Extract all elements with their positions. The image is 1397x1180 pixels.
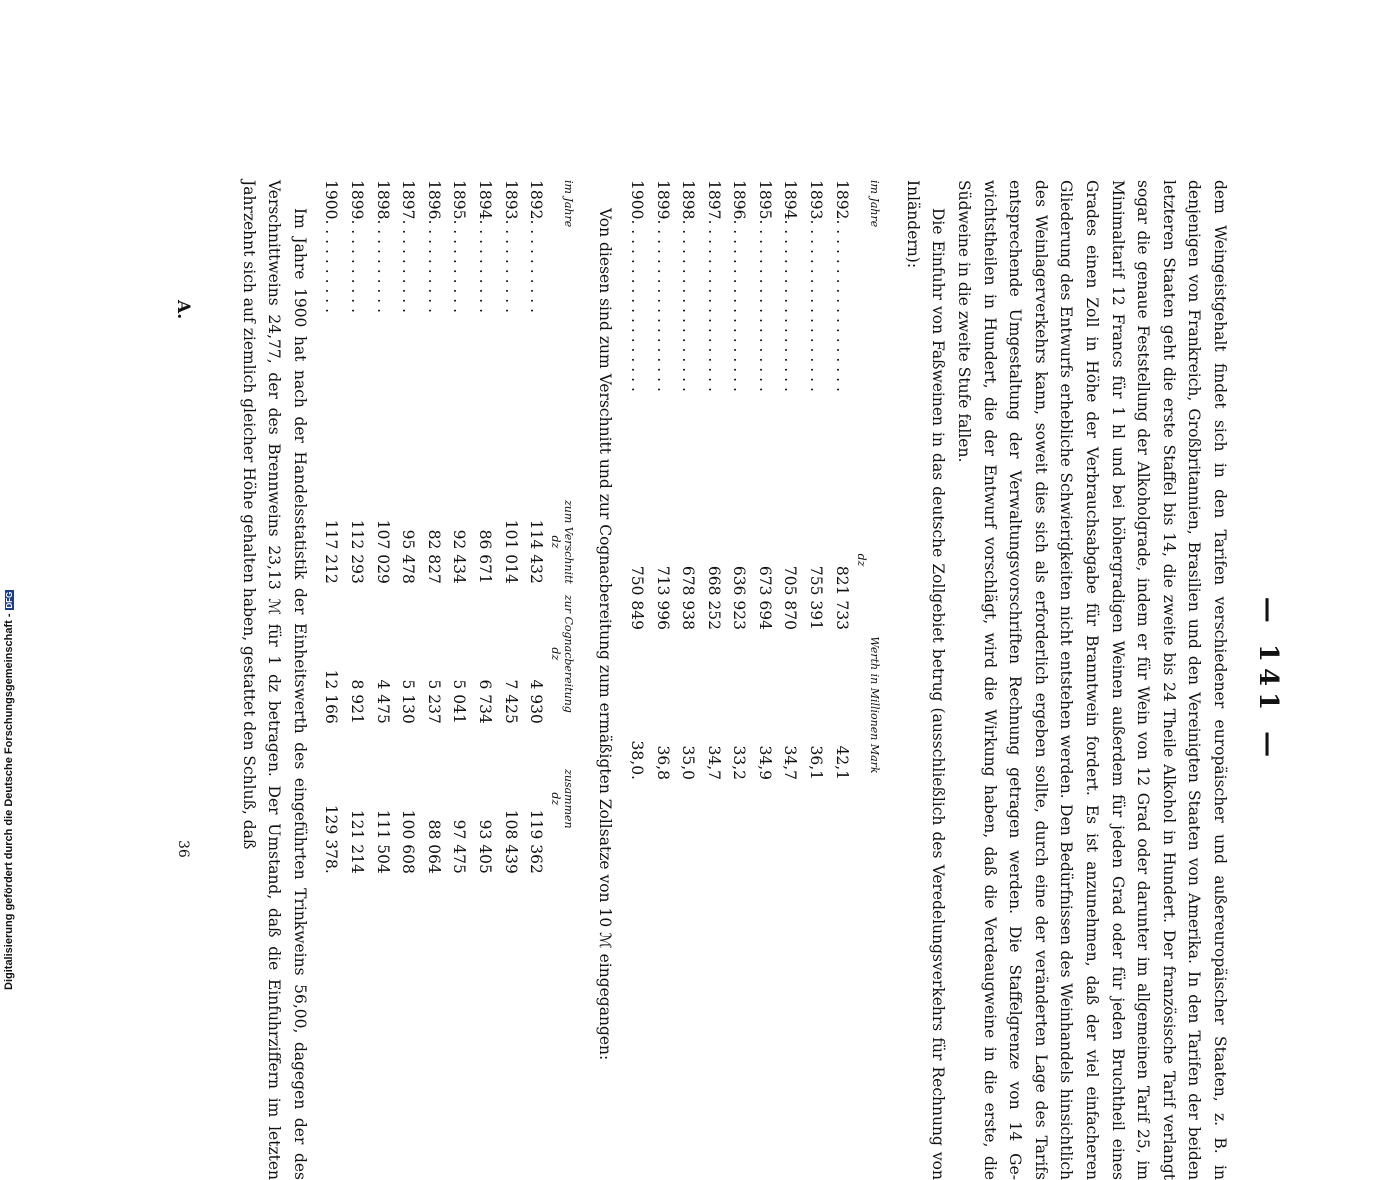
- paragraph-2: Die Einfuhr von Faßweinen in das deutsche Zollgebiet betrug (ausschließlich des Veredelungsverkehrs für Rechnung von Inländern):: [903, 180, 948, 1180]
- verschnitt-cell: 114 432: [527, 519, 546, 584]
- table-row: [828, 180, 854, 780]
- table2-header-verschnitt: zum Verschnitt: [562, 500, 576, 584]
- table-row: [369, 180, 395, 874]
- year-cell: 1896. . . . . . . . . .: [424, 180, 443, 314]
- reduced-duty-table: [318, 180, 588, 874]
- dz-cell: 668 252: [704, 565, 723, 630]
- verschnitt-cell: 86 671: [475, 529, 494, 584]
- value-cell: 33,2: [730, 745, 749, 780]
- funding-notice: [3, 590, 15, 990]
- year-cell: 1898. . . . . . . . . . . . . . . . . .: [679, 180, 698, 392]
- cognac-cell: 4 475: [373, 679, 392, 724]
- value-cell: 36,8: [653, 745, 672, 780]
- year-cell: 1899. . . . . . . . . .: [348, 180, 366, 314]
- table1-header-dz: [868, 490, 894, 630]
- table2-unit-dz: dz: [549, 647, 563, 661]
- value-cell: 35,0: [679, 745, 698, 780]
- year-cell: 1894. . . . . . . . . .: [475, 180, 494, 314]
- cognac-cell: 6 734: [475, 679, 494, 724]
- zusammen-cell: 88 064: [424, 819, 443, 874]
- table-row: [623, 180, 649, 780]
- paragraph-3: Von diesen sind zum Verschnitt und zur Cognacbereitung zum ermäßigten Zollsatze von 10 ℳ eingegangen:: [596, 208, 615, 1061]
- signature-mark: A.: [173, 300, 193, 320]
- table2-header-cognac: zur Cognacbereitung: [562, 594, 576, 713]
- table-row: [343, 180, 369, 874]
- table-row: [318, 180, 344, 874]
- value-cell: 42,1: [832, 745, 851, 780]
- table-row: [446, 180, 472, 874]
- table-row: [675, 180, 701, 780]
- dz-cell: 636 923: [730, 565, 749, 630]
- cognac-cell: 4 930: [527, 679, 546, 724]
- zusammen-cell: 111 504: [373, 809, 392, 874]
- year-cell: 1894. . . . . . . . . . . . . . . . . .: [781, 180, 800, 392]
- value-cell: 34,7: [781, 745, 800, 780]
- table1-header-year: im Jahre: [867, 180, 881, 228]
- table-row: [803, 180, 829, 780]
- year-cell: 1900. . . . . . . . . . . . . . . . . .: [627, 180, 646, 392]
- cognac-cell: 5 130: [399, 679, 418, 724]
- dz-cell: 821 733: [832, 565, 851, 630]
- year-cell: 1897. . . . . . . . . . . . . . . . . .: [704, 180, 723, 392]
- table1-header-value: Werth in Millionen Mark: [867, 636, 881, 774]
- dz-cell: 673 694: [755, 565, 774, 630]
- table-row: [726, 180, 752, 780]
- cognac-cell: 8 921: [348, 679, 366, 724]
- verschnitt-cell: 112 293: [348, 519, 366, 584]
- cognac-cell: 5 041: [450, 679, 469, 724]
- zusammen-cell: 129 378.: [322, 804, 341, 874]
- year-cell: 1897. . . . . . . . . .: [399, 180, 418, 314]
- year-cell: 1892. . . . . . . . . . . . . . . . . .: [832, 180, 851, 392]
- table2-unit-dz: dz: [549, 792, 563, 806]
- page-number: 36: [175, 840, 191, 858]
- verschnitt-cell: 117 212: [322, 519, 341, 584]
- dz-cell: 705 870: [781, 565, 800, 630]
- year-cell: 1899. . . . . . . . . . . . . . . . . .: [653, 180, 672, 392]
- dz-cell: 713 996: [653, 565, 672, 630]
- paragraph-1: dem Weingeistgehalt findet sich in den Tarifen verschiedener europäischer und außereuropäischer Staaten, z. B. in denjenigen von Frankreich, Großbritannien, Brasilien und den Vereinigten Staaten von Amerika. In den Tarifen der beiden letzteren Staaten geht die erste Staffel bis 14, die zweite bis 24 Theile Alkohol in Hundert. Der französische Tarif verlangt sogar die genaue Feststellung der Alkoholgrade, indem er für Wein von 12 Grad oder darunter im allgemeinen Tarif 25, im Minimaltarif 12 Francs für 1 hl und bei höhergradigen Weinen außerdem für jeden Grad oder für jeden Bruchtheil eines Grades einen Zoll in Höhe der Verbrauchsabgabe für Branntwein fordert. Es ist anzunehmen, daß der viel einfacheren Gliederung des Entwurfs erhebliche Schwierigkeiten nicht entstehen werden. Den Bedürfnissen des Weinhandels hinsichtlich des Weinlagerverkehrs kann, soweit dies sich als erforderlich ergeben sollte, durch eine der veränderten Lage des Tarifs entsprechende Umgestaltung der Verwaltungsvorschriften Rechnung getragen werden. Die Staffelgrenze von 14 Gewichtstheilen in Hundert, die der Entwurf vorschlägt, wird die Wirkung haben, daß die Verdeaugweine in die erste, die Südweine in die zweite Stufe fallen.: [955, 180, 1229, 1180]
- funding-sidebar: [0, 0, 22, 1000]
- table-row: [777, 180, 803, 780]
- year-cell: 1892. . . . . . . . . .: [527, 180, 546, 314]
- year-cell: 1896. . . . . . . . . . . . . . . . . .: [730, 180, 749, 392]
- table2-unit-dz: dz: [549, 535, 563, 549]
- table2-header-year: im Jahre: [562, 180, 576, 228]
- table-row: [649, 180, 675, 780]
- funding-text: Digitalisierung gefördert durch die Deutsche Forschungsgemeinschaft -: [3, 613, 15, 990]
- table-row: [471, 180, 497, 874]
- cognac-cell: 7 425: [501, 679, 520, 724]
- value-cell: 34,9: [755, 745, 774, 780]
- zusammen-cell: 119 362: [527, 809, 546, 874]
- year-cell: 1895. . . . . . . . . . . . . . . . . .: [755, 180, 774, 392]
- zusammen-cell: 121 214: [348, 809, 366, 874]
- page-header: — 141 —: [1253, 596, 1283, 764]
- zusammen-cell: 97 475: [450, 819, 469, 874]
- cognac-cell: 5 237: [424, 679, 443, 724]
- year-cell: 1898. . . . . . . . . .: [373, 180, 392, 314]
- dz-cell: 678 938: [679, 565, 698, 630]
- table-row: [497, 180, 523, 874]
- value-cell: 34,7: [704, 745, 723, 780]
- year-cell: 1895. . . . . . . . . .: [450, 180, 469, 314]
- zusammen-cell: 100 608: [399, 809, 418, 874]
- dz-cell: 750 849: [627, 565, 646, 630]
- value-cell: 36,1: [807, 745, 826, 780]
- table-row: [523, 180, 549, 874]
- value-cell: 38,0.: [627, 740, 646, 780]
- year-cell: 1893. . . . . . . . . .: [501, 180, 520, 314]
- verschnitt-cell: 101 014: [501, 519, 520, 584]
- zusammen-cell: 108 439: [501, 809, 520, 874]
- dz-cell: 755 391: [807, 565, 826, 630]
- import-table: [623, 180, 893, 780]
- zusammen-cell: 93 405: [475, 819, 494, 874]
- table-row: [700, 180, 726, 780]
- table-row: [751, 180, 777, 780]
- paragraph-4: Im Jahre 1900 hat nach der Handelsstatistik der Einheitswerth des eingeführten Trinkweins 56,00, dagegen der des Verschnittweins 24,77, der des Brennweins 23,13 ℳ für 1 dz betragen. Der Umstand, daß die Einfuhrziffern im letzten Jahrzehnt sich auf ziemlich gleicher Höhe gehalten haben, gestattet den Schluß, daß: [239, 180, 309, 1180]
- table1-unit-dz: dz: [854, 553, 868, 567]
- document-page: [140, 180, 1283, 1180]
- verschnitt-cell: 82 827: [424, 529, 443, 584]
- verschnitt-cell: 92 434: [450, 529, 469, 584]
- verschnitt-cell: 95 478: [399, 529, 418, 584]
- table-row: [420, 180, 446, 874]
- dfg-logo: DFG: [4, 591, 14, 609]
- year-cell: 1893. . . . . . . . . . . . . . . . . .: [807, 180, 826, 392]
- table2-header-zusammen: zusammen: [562, 769, 576, 829]
- table-row: [395, 180, 421, 874]
- year-cell: 1900. . . . . . . . . .: [322, 180, 341, 314]
- cognac-cell: 12 166: [322, 669, 341, 724]
- verschnitt-cell: 107 029: [373, 519, 392, 584]
